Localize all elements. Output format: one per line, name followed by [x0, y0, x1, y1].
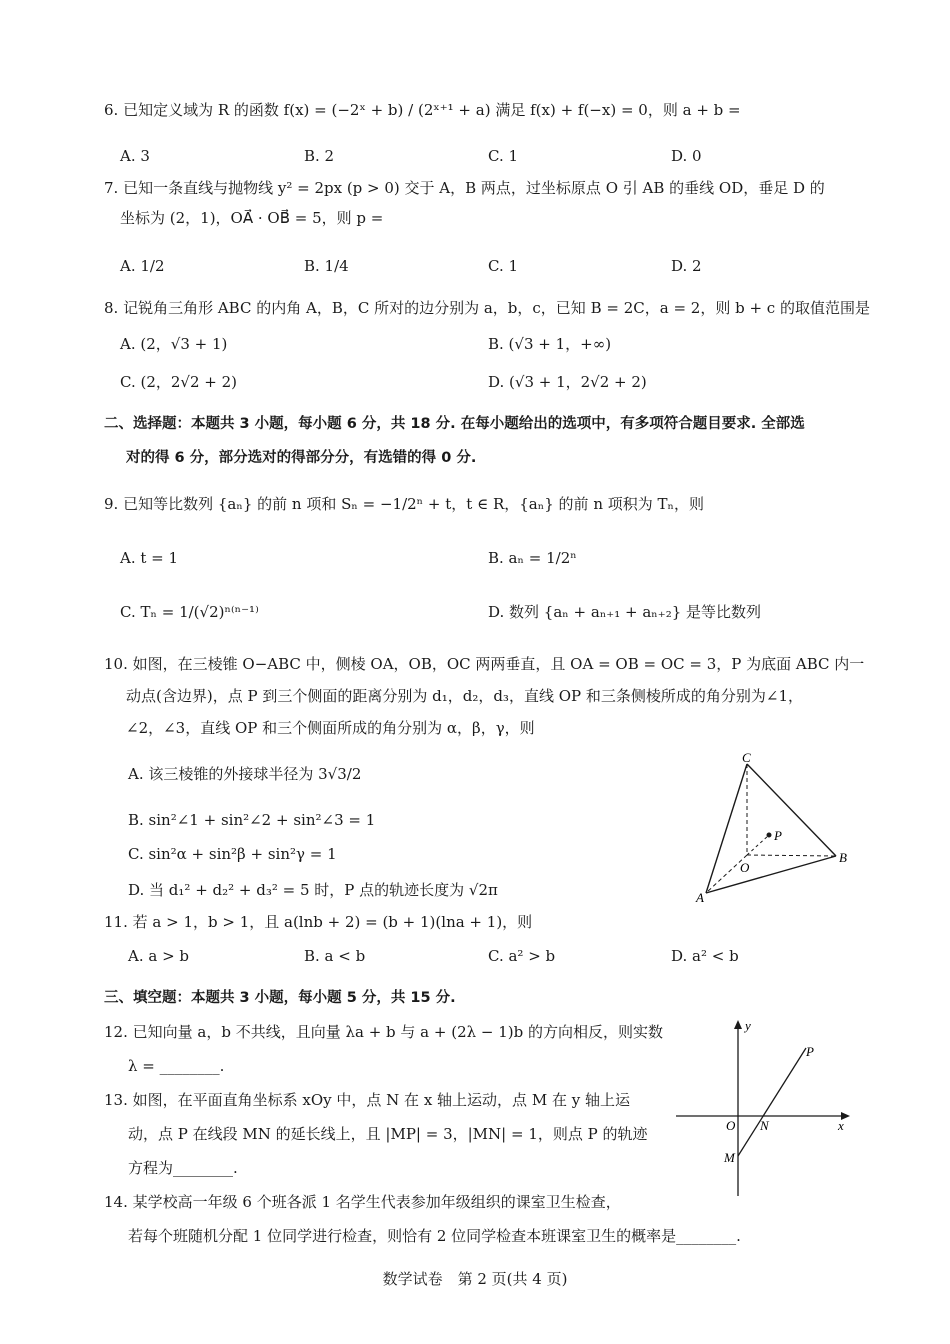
- q8-option-c: C. (2，2√2 + 2): [120, 373, 238, 391]
- q11-stem: 11. 若 a > 1，b > 1，且 a(lnb + 2) = (b + 1)(lna + 1)，则: [104, 913, 533, 931]
- q9-option-c: C. Tₙ = 1/(√2)ⁿ⁽ⁿ⁻¹⁾: [120, 603, 259, 621]
- y-axis-arrow-icon: [734, 1020, 742, 1029]
- label-o: O: [740, 860, 750, 875]
- q6-option-a: A. 3: [120, 147, 150, 165]
- q11-option-d: D. a² < b: [671, 947, 739, 965]
- q10-stem-line3: ∠2，∠3，直线 OP 和三个侧面所成的角分别为 α，β，γ，则: [126, 719, 535, 737]
- q11-option-a: A. a > b: [128, 947, 190, 965]
- q10-option-d: D. 当 d₁² + d₂² + d₃² = 5 时，P 点的轨迹长度为 √2π: [128, 881, 498, 899]
- point-p-dot: [767, 833, 772, 838]
- q13-stem-line2: 动，点 P 在线段 MN 的延长线上，且 |MP| = 3，|MN| = 1，则点 P 的轨迹: [128, 1125, 648, 1143]
- q7-option-d: D. 2: [671, 257, 702, 275]
- q10-option-b: B. sin²∠1 + sin²∠2 + sin²∠3 = 1: [128, 811, 376, 829]
- label-b: B: [839, 850, 847, 865]
- label-a: A: [696, 890, 704, 905]
- label-x-axis: x: [838, 1118, 844, 1133]
- section2-heading-line1: 二、选择题：本题共 3 小题，每小题 6 分，共 18 分. 在每小题给出的选项中，有多项符合题目要求. 全部选: [104, 416, 805, 432]
- label-n: N: [760, 1118, 769, 1133]
- q11-option-b: B. a < b: [304, 947, 366, 965]
- q7-option-a: A. 1/2: [120, 257, 165, 275]
- q6-option-c: C. 1: [488, 147, 519, 165]
- section2-heading-line2: 对的得 6 分，部分选对的得部分分，有选错的得 0 分.: [126, 450, 477, 466]
- q7-option-c: C. 1: [488, 257, 519, 275]
- q11-option-c: C. a² > b: [488, 947, 556, 965]
- q6-stem: 6. 已知定义域为 R 的函数 f(x) = (−2ˣ + b) / (2ˣ⁺¹ + a) 满足 f(x) + f(−x) = 0，则 a + b =: [104, 101, 741, 119]
- q10-option-c: C. sin²α + sin²β + sin²γ = 1: [128, 845, 337, 863]
- q9-option-a: A. t = 1: [120, 549, 179, 567]
- q10-stem-line2: 动点(含边界)，点 P 到三个侧面的距离分别为 d₁，d₂，d₃，直线 OP 和三条侧棱所成的角分别为∠1，: [126, 687, 803, 705]
- label-o13: O: [726, 1118, 736, 1133]
- q12-stem-line2: λ = ________.: [128, 1057, 225, 1075]
- q8-option-d: D. (√3 + 1，2√2 + 2): [488, 373, 647, 391]
- label-y-axis: y: [745, 1018, 751, 1033]
- q14-stem-line2: 若每个班随机分配 1 位同学进行检查，则恰有 2 位同学检查本班课室卫生的概率是________.: [128, 1227, 741, 1245]
- q10-tetrahedron-figure: [690, 748, 860, 908]
- q8-stem: 8. 记锐角三角形 ABC 的内角 A，B，C 所对的边分别为 a，b，c，已知 B = 2C，a = 2，则 b + c 的取值范围是: [104, 299, 870, 317]
- q7-stem-line1: 7. 已知一条直线与抛物线 y² = 2px (p > 0) 交于 A，B 两点，过坐标原点 O 引 AB 的垂线 OD，垂足 D 的: [104, 179, 825, 197]
- q8-option-b: B. (√3 + 1，+∞): [488, 335, 612, 353]
- q14-stem-line1: 14. 某学校高一年级 6 个班各派 1 名学生代表参加年级组织的课室卫生检查，: [104, 1193, 621, 1211]
- q13-stem-line3: 方程为________.: [128, 1159, 238, 1177]
- q9-option-d: D. 数列 {aₙ + aₙ₊₁ + aₙ₊₂} 是等比数列: [488, 603, 762, 621]
- q6-option-d: D. 0: [671, 147, 702, 165]
- page-footer: 数学试卷 第 2 页(共 4 页): [382, 1270, 568, 1288]
- q10-option-a: A. 该三棱锥的外接球半径为 3√3/2: [128, 765, 362, 783]
- q6-option-b: B. 2: [304, 147, 335, 165]
- label-c: C: [742, 750, 751, 765]
- q8-option-a: A. (2，√3 + 1): [120, 335, 228, 353]
- q13-coordinate-figure: [670, 1016, 860, 1200]
- label-p13: P: [806, 1044, 814, 1059]
- q7-stem-line2: 坐标为 (2，1)，OA⃗ · OB⃗ = 5，则 p =: [120, 209, 384, 227]
- q9-stem: 9. 已知等比数列 {aₙ} 的前 n 项和 Sₙ = −1/2ⁿ + t，t ∈ R，{aₙ} 的前 n 项积为 Tₙ，则: [104, 495, 705, 513]
- q7-option-b: B. 1/4: [304, 257, 349, 275]
- q13-stem-line1: 13. 如图，在平面直角坐标系 xOy 中，点 N 在 x 轴上运动，点 M 在 y 轴上运: [104, 1091, 630, 1109]
- q9-option-b: B. aₙ = 1/2ⁿ: [488, 549, 577, 567]
- section3-heading: 三、填空题：本题共 3 小题，每小题 5 分，共 15 分.: [104, 990, 456, 1006]
- q10-stem-line1: 10. 如图，在三棱锥 O−ABC 中，侧棱 OA，OB，OC 两两垂直，且 OA = OB = OC = 3，P 为底面 ABC 内一: [104, 655, 865, 673]
- label-p: P: [774, 828, 782, 843]
- q12-stem-line1: 12. 已知向量 a，b 不共线，且向量 λa + b 与 a + (2λ − 1)b 的方向相反，则实数: [104, 1023, 663, 1041]
- label-m: M: [724, 1150, 735, 1165]
